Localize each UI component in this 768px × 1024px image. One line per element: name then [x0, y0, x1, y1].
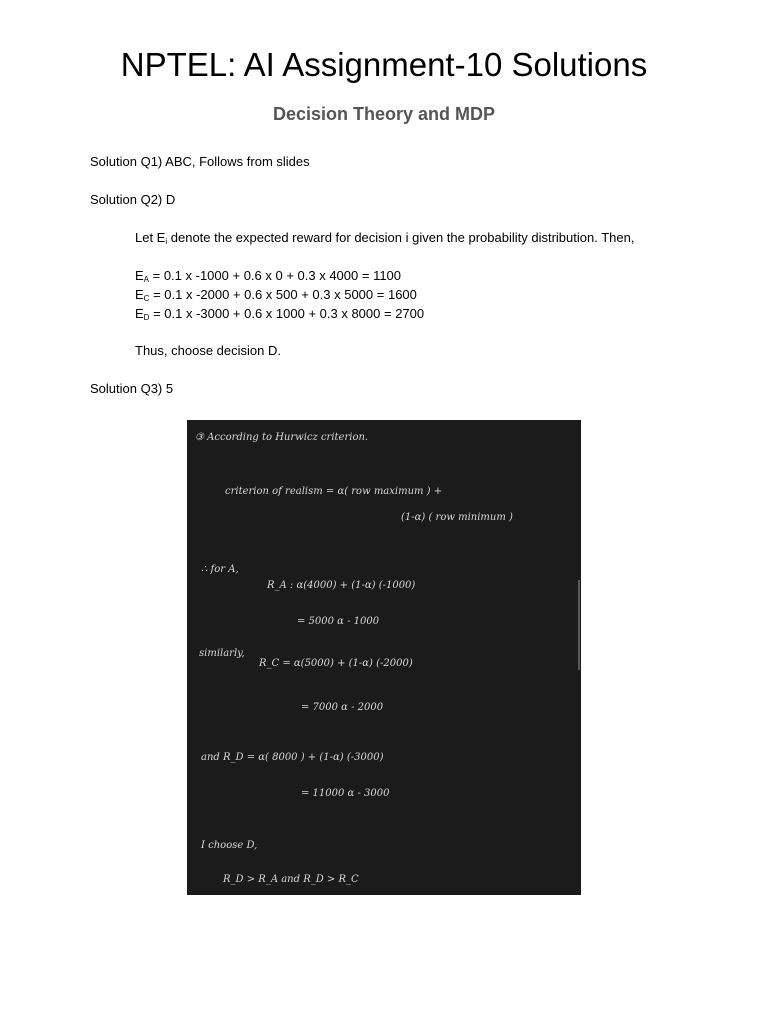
hw-line-4: ∴ for A, — [201, 564, 239, 575]
equation-ed: $E_D = 0.1$ x -3000 + 0.6 x 1000 + 0.3 x 8000 = 2700 — [135, 306, 425, 322]
hw-line-7: similarly, — [199, 648, 245, 659]
handwritten-solution-image — [187, 420, 581, 895]
page-subtitle: Decision Theory and MDP — [272, 104, 496, 124]
page-title: NPTEL: AI Assignment-10 Solutions — [120, 46, 648, 83]
hw-line-11: = 11000 α - 3000 — [301, 788, 390, 799]
handwritten-notes — [187, 420, 581, 895]
hw-line-13: R_D > R_A and R_D > R_C — [223, 874, 359, 885]
hw-line-12: I choose D, — [201, 840, 258, 851]
hw-line-3: (1-α) ( row minimum ) — [401, 512, 513, 523]
hw-line-8: R_C = α(5000) + (1-α) (-2000) — [259, 658, 413, 669]
hw-line-9: = 7000 α - 2000 — [301, 702, 384, 713]
equation-ea: $E_A = 0.1$ x -1000 + 0.6 x 0 + 0.3 x 4000 = 1100 — [135, 268, 402, 284]
solution-q2-intro: Let $E_i$ denote the expected reward for decision i given the probability distribution. Then, — [135, 230, 635, 246]
hw-line-2: criterion of realism = α( row maximum ) + — [225, 486, 443, 497]
scan-scroll-mark — [578, 580, 580, 670]
equation-ec: $E_C = 0.1$ x -2000 + 0.6 x 500 + 0.3 x 5000 = 1600 — [135, 287, 417, 303]
hw-line-6: = 5000 α - 1000 — [297, 616, 380, 627]
hw-line-10: and R_D = α( 8000 ) + (1-α) (-3000) — [201, 752, 384, 763]
solution-q2-conclusion: Thus, choose decision D. — [135, 343, 281, 358]
solution-q3-heading: Solution Q3) 5 — [90, 381, 174, 396]
hw-line-5: R_A : α(4000) + (1-α) (-1000) — [267, 580, 416, 591]
hw-line-1: ③ According to Hurwicz criterion. — [195, 432, 369, 443]
solution-q2-heading: Solution Q2) D — [90, 192, 176, 207]
solution-q1: Solution Q1) ABC, Follows from slides — [90, 154, 310, 169]
